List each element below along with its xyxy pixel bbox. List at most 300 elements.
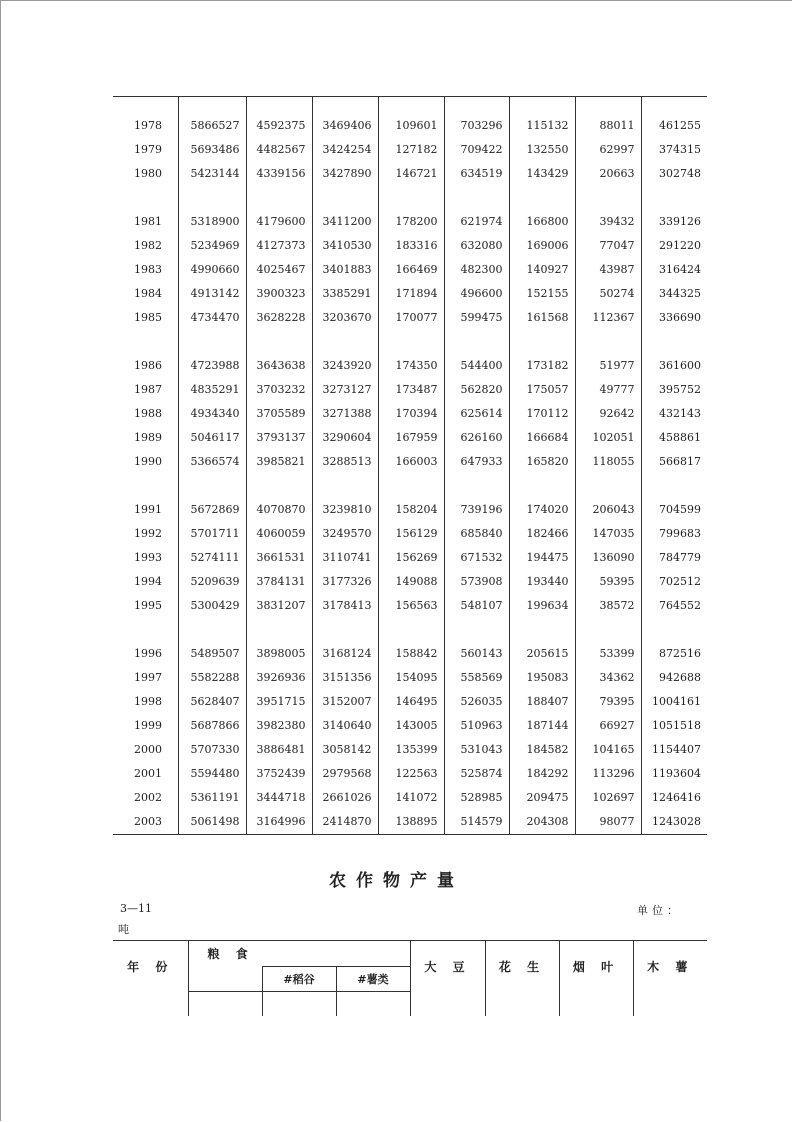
header-year: 年 份 [113,941,188,992]
cell-col-5: 558569 [444,666,509,690]
cell-grain-total: 5489507 [178,642,246,666]
cell-grain-total: 5701711 [178,522,246,546]
cell-col-2: 3444718 [246,786,312,810]
cell-col-2: 3703232 [246,378,312,402]
spacer-cell [113,474,178,498]
cell-col-6: 187144 [509,714,575,738]
cell-col-6: 165820 [509,450,575,474]
cell-grain-total: 5582288 [178,666,246,690]
table-row [113,738,707,762]
cell-col-8: 1193604 [641,762,707,786]
cell-grain-total: 5594480 [178,762,246,786]
cell-col-4: 183316 [378,234,444,258]
cell-col-4: 173487 [378,378,444,402]
cell-grain-total: 5366574 [178,450,246,474]
cell-col-3: 3273127 [312,378,378,402]
cell-col-4: 156269 [378,546,444,570]
cell-col-4: 135399 [378,738,444,762]
cell-col-2: 4060059 [246,522,312,546]
cell-grain-total: 5209639 [178,570,246,594]
header-soybean: 大 豆 [410,941,485,992]
cell-grain-total: 5274111 [178,546,246,570]
group-gap-row [113,330,707,354]
table-row [113,666,707,690]
cell-col-4: 167959 [378,426,444,450]
cell-grain-total: 4990660 [178,258,246,282]
cell-col-7: 104165 [575,738,641,762]
cell-col-5: 514579 [444,810,509,835]
cell-col-6: 175057 [509,378,575,402]
cell-col-8: 361600 [641,354,707,378]
cell-col-7: 79395 [575,690,641,714]
spacer-cell [575,618,641,642]
table-row [113,210,707,234]
cell-col-6: 169006 [509,234,575,258]
table-row [113,810,707,835]
cell-col-8: 316424 [641,258,707,282]
header-cassava: 木 薯 [633,941,707,992]
cell-col-7: 49777 [575,378,641,402]
cell-col-3: 3410530 [312,234,378,258]
spacer-cell [444,330,509,354]
cell-col-4: 174350 [378,354,444,378]
cell-col-8: 336690 [641,306,707,330]
cell-grain-total: 5628407 [178,690,246,714]
table-row [113,714,707,738]
cell-year: 1988 [134,407,162,420]
cell-col-4: 178200 [378,210,444,234]
spacer-cell [509,474,575,498]
spacer-cell [312,474,378,498]
cell-col-3: 3110741 [312,546,378,570]
cell-col-2: 3926936 [246,666,312,690]
cell-grain-total: 4734470 [178,306,246,330]
cell-year: 1987 [134,383,162,396]
group-gap-row [113,186,707,210]
table-row [113,282,707,306]
cell-col-8: 395752 [641,378,707,402]
cell-col-4: 171894 [378,282,444,306]
cell-col-5: 625614 [444,402,509,426]
cell-col-4: 158204 [378,498,444,522]
cell-col-2: 3982380 [246,714,312,738]
cell-col-2: 3661531 [246,546,312,570]
cell-col-6: 205615 [509,642,575,666]
table-number: 3—11 [120,902,152,915]
spacer-cell [378,330,444,354]
cell-col-5: 685840 [444,522,509,546]
spacer-cell [246,97,312,115]
spacer-cell [113,618,178,642]
spacer-cell [113,186,178,210]
table-top-spacer [113,97,707,115]
cell-col-8: 339126 [641,210,707,234]
cell-col-4: 127182 [378,138,444,162]
cell-col-2: 3886481 [246,738,312,762]
cell-col-3: 3427890 [312,162,378,186]
cell-year: 1985 [134,311,162,324]
header-grain: 粮 食 [188,941,410,967]
table-row [113,234,707,258]
cell-col-4: 166469 [378,258,444,282]
table-row [113,522,707,546]
cell-col-4: 146721 [378,162,444,186]
cell-col-6: 166684 [509,426,575,450]
cell-col-7: 102697 [575,786,641,810]
empty-cell [485,992,559,1017]
cell-col-8: 302748 [641,162,707,186]
table-row [113,114,707,138]
spacer-cell [575,97,641,115]
cell-year: 1993 [134,551,162,564]
cell-col-5: 632080 [444,234,509,258]
cell-col-7: 102051 [575,426,641,450]
cell-col-7: 92642 [575,402,641,426]
cell-grain-total: 5061498 [178,810,246,835]
cell-col-8: 764552 [641,594,707,618]
table-row [113,546,707,570]
cell-col-5: 525874 [444,762,509,786]
spacer-cell [509,97,575,115]
cell-col-8: 566817 [641,450,707,474]
spacer-cell [378,618,444,642]
empty-cell [410,992,485,1017]
cell-col-7: 50274 [575,282,641,306]
cell-col-8: 374315 [641,138,707,162]
cell-year: 2000 [134,743,162,756]
spacer-cell [178,474,246,498]
table-row [113,570,707,594]
spacer-cell [378,97,444,115]
header-tubers: #薯类 [336,967,410,992]
cell-year: 1996 [134,647,162,660]
group-gap-row [113,474,707,498]
crop-production-data-table [113,96,707,835]
table-row [113,498,707,522]
cell-col-6: 188407 [509,690,575,714]
cell-col-4: 170394 [378,402,444,426]
cell-col-2: 3831207 [246,594,312,618]
cell-col-6: 170112 [509,402,575,426]
cell-col-3: 3203670 [312,306,378,330]
cell-col-8: 344325 [641,282,707,306]
cell-col-3: 2661026 [312,786,378,810]
unit-value: 吨 [118,923,129,936]
cell-grain-total: 4913142 [178,282,246,306]
spacer-cell [641,97,707,115]
cell-col-4: 122563 [378,762,444,786]
cell-col-5: 739196 [444,498,509,522]
cell-year: 1981 [134,215,162,228]
cell-grain-total: 5707330 [178,738,246,762]
cell-col-2: 4179600 [246,210,312,234]
table-row [113,138,707,162]
cell-col-4: 143005 [378,714,444,738]
cell-col-7: 53399 [575,642,641,666]
cell-year: 1983 [134,263,162,276]
cell-col-7: 98077 [575,810,641,835]
spacer-cell [641,618,707,642]
table-row [113,402,707,426]
cell-grain-total: 4723988 [178,354,246,378]
empty-cell [262,992,336,1017]
cell-col-7: 77047 [575,234,641,258]
cell-col-2: 4025467 [246,258,312,282]
spacer-cell [178,97,246,115]
cell-col-8: 942688 [641,666,707,690]
cell-col-4: 149088 [378,570,444,594]
cell-col-6: 143429 [509,162,575,186]
cell-col-5: 671532 [444,546,509,570]
spacer-cell [444,474,509,498]
spacer-cell [444,97,509,115]
cell-col-6: 182466 [509,522,575,546]
spacer-cell [178,186,246,210]
cell-grain-total: 5361191 [178,786,246,810]
cell-col-7: 43987 [575,258,641,282]
cell-col-8: 461255 [641,114,707,138]
cell-col-8: 1246416 [641,786,707,810]
table-title: 农作物产量 [329,871,464,891]
table-row [113,594,707,618]
cell-col-2: 4482567 [246,138,312,162]
cell-col-3: 3288513 [312,450,378,474]
cell-col-5: 560143 [444,642,509,666]
cell-year: 1995 [134,599,162,612]
spacer-cell [312,330,378,354]
spacer-cell [641,330,707,354]
table-row [113,450,707,474]
spacer-cell [246,186,312,210]
cell-grain-total: 5693486 [178,138,246,162]
spacer-cell [246,330,312,354]
cell-grain-total: 5318900 [178,210,246,234]
cell-col-5: 634519 [444,162,509,186]
cell-col-2: 3951715 [246,690,312,714]
cell-year: 1980 [134,167,162,180]
cell-grain-total: 5687866 [178,714,246,738]
cell-col-6: 161568 [509,306,575,330]
cell-col-6: 184292 [509,762,575,786]
crop-production-header-table [113,940,707,1016]
cell-grain-total: 5423144 [178,162,246,186]
cell-col-6: 152155 [509,282,575,306]
cell-col-7: 113296 [575,762,641,786]
empty-cell [336,992,410,1017]
cell-col-8: 702512 [641,570,707,594]
cell-grain-total: 4835291 [178,378,246,402]
cell-col-8: 291220 [641,234,707,258]
cell-col-3: 3140640 [312,714,378,738]
cell-col-7: 62997 [575,138,641,162]
cell-col-5: 496600 [444,282,509,306]
cell-col-8: 1154407 [641,738,707,762]
cell-year: 1986 [134,359,162,372]
cell-grain-total: 5234969 [178,234,246,258]
cell-col-4: 170077 [378,306,444,330]
cell-col-2: 3628228 [246,306,312,330]
cell-year: 1991 [134,503,162,516]
cell-col-8: 1243028 [641,810,707,835]
cell-col-3: 3401883 [312,258,378,282]
spacer-cell [444,186,509,210]
cell-year: 1982 [134,239,162,252]
unit-label: 单位： [637,904,682,917]
cell-col-5: 510963 [444,714,509,738]
cell-col-5: 626160 [444,426,509,450]
spacer-cell [444,618,509,642]
empty-cell [559,992,633,1017]
cell-col-3: 2979568 [312,762,378,786]
cell-col-7: 136090 [575,546,641,570]
header-peanut: 花 生 [485,941,559,992]
cell-col-8: 1051518 [641,714,707,738]
spacer-cell [312,186,378,210]
cell-col-3: 3385291 [312,282,378,306]
cell-col-6: 166800 [509,210,575,234]
cell-col-2: 3900323 [246,282,312,306]
spacer-cell [575,474,641,498]
spacer-cell [113,330,178,354]
spacer-cell [509,330,575,354]
cell-year: 2003 [113,810,178,835]
spacer-cell [178,330,246,354]
table-row [113,354,707,378]
header-tobacco: 烟 叶 [559,941,633,992]
cell-grain-total: 5046117 [178,426,246,450]
cell-col-6: 115132 [509,114,575,138]
table-row [113,426,707,450]
cell-col-3: 3177326 [312,570,378,594]
cell-year: 1997 [134,671,162,684]
header-rice: #稻谷 [262,967,336,992]
cell-col-8: 799683 [641,522,707,546]
cell-col-7: 38572 [575,594,641,618]
cell-col-3: 3469406 [312,114,378,138]
cell-col-4: 138895 [378,810,444,835]
cell-year: 1992 [134,527,162,540]
cell-col-3: 3058142 [312,738,378,762]
table-row [113,762,707,786]
cell-col-2: 3898005 [246,642,312,666]
cell-col-8: 704599 [641,498,707,522]
cell-col-7: 20663 [575,162,641,186]
cell-col-2: 4592375 [246,114,312,138]
table-row [113,378,707,402]
spacer-cell [575,330,641,354]
cell-col-5: 703296 [444,114,509,138]
cell-col-3: 3178413 [312,594,378,618]
cell-grain-total: 5300429 [178,594,246,618]
group-gap-row [113,618,707,642]
spacer-cell [312,618,378,642]
cell-col-2: 3643638 [246,354,312,378]
cell-col-8: 1004161 [641,690,707,714]
cell-col-8: 432143 [641,402,707,426]
header-grain-blank [188,967,262,992]
cell-year: 2002 [134,791,162,804]
cell-col-7: 59395 [575,570,641,594]
cell-col-6: 132550 [509,138,575,162]
cell-col-8: 872516 [641,642,707,666]
cell-col-5: 562820 [444,378,509,402]
cell-col-5: 526035 [444,690,509,714]
cell-col-3: 3243920 [312,354,378,378]
cell-year: 1994 [134,575,162,588]
cell-col-3: 3152007 [312,690,378,714]
cell-col-2: 3705589 [246,402,312,426]
spacer-cell [178,618,246,642]
cell-col-4: 109601 [378,114,444,138]
spacer-cell [641,474,707,498]
spacer-cell [113,97,178,115]
cell-col-8: 784779 [641,546,707,570]
cell-col-6: 173182 [509,354,575,378]
spacer-cell [246,618,312,642]
spacer-cell [575,186,641,210]
cell-col-3: 3411200 [312,210,378,234]
cell-col-2: 4339156 [246,162,312,186]
cell-col-6: 174020 [509,498,575,522]
empty-cell [633,992,707,1017]
cell-year: 1978 [134,119,162,132]
cell-col-6: 204308 [509,810,575,835]
cell-col-3: 2414870 [312,810,378,835]
cell-col-6: 140927 [509,258,575,282]
cell-year: 1979 [134,143,162,156]
cell-col-4: 154095 [378,666,444,690]
cell-year: 1984 [134,287,162,300]
cell-col-7: 34362 [575,666,641,690]
cell-col-5: 621974 [444,210,509,234]
cell-col-2: 3985821 [246,450,312,474]
cell-col-7: 147035 [575,522,641,546]
cell-col-2: 3752439 [246,762,312,786]
cell-grain-total: 5866527 [178,114,246,138]
spacer-cell [509,618,575,642]
table-row [113,162,707,186]
spacer-cell [312,97,378,115]
table-row [113,306,707,330]
cell-col-5: 647933 [444,450,509,474]
cell-col-6: 193440 [509,570,575,594]
cell-year: 1990 [134,455,162,468]
cell-col-4: 156129 [378,522,444,546]
spacer-cell [378,474,444,498]
table-row [113,786,707,810]
table-row [113,642,707,666]
cell-col-2: 3784131 [246,570,312,594]
cell-col-5: 599475 [444,306,509,330]
cell-col-3: 3151356 [312,666,378,690]
cell-col-3: 3424254 [312,138,378,162]
cell-col-7: 112367 [575,306,641,330]
spacer-cell [641,186,707,210]
table-row [113,690,707,714]
cell-col-2: 3164996 [246,810,312,835]
cell-col-2: 4127373 [246,234,312,258]
cell-year: 2001 [134,767,162,780]
cell-grain-total: 5672869 [178,498,246,522]
cell-col-7: 118055 [575,450,641,474]
cell-col-7: 66927 [575,714,641,738]
cell-col-7: 88011 [575,114,641,138]
cell-col-4: 158842 [378,642,444,666]
cell-col-3: 3271388 [312,402,378,426]
cell-col-5: 709422 [444,138,509,162]
cell-col-4: 156563 [378,594,444,618]
cell-col-3: 3239810 [312,498,378,522]
